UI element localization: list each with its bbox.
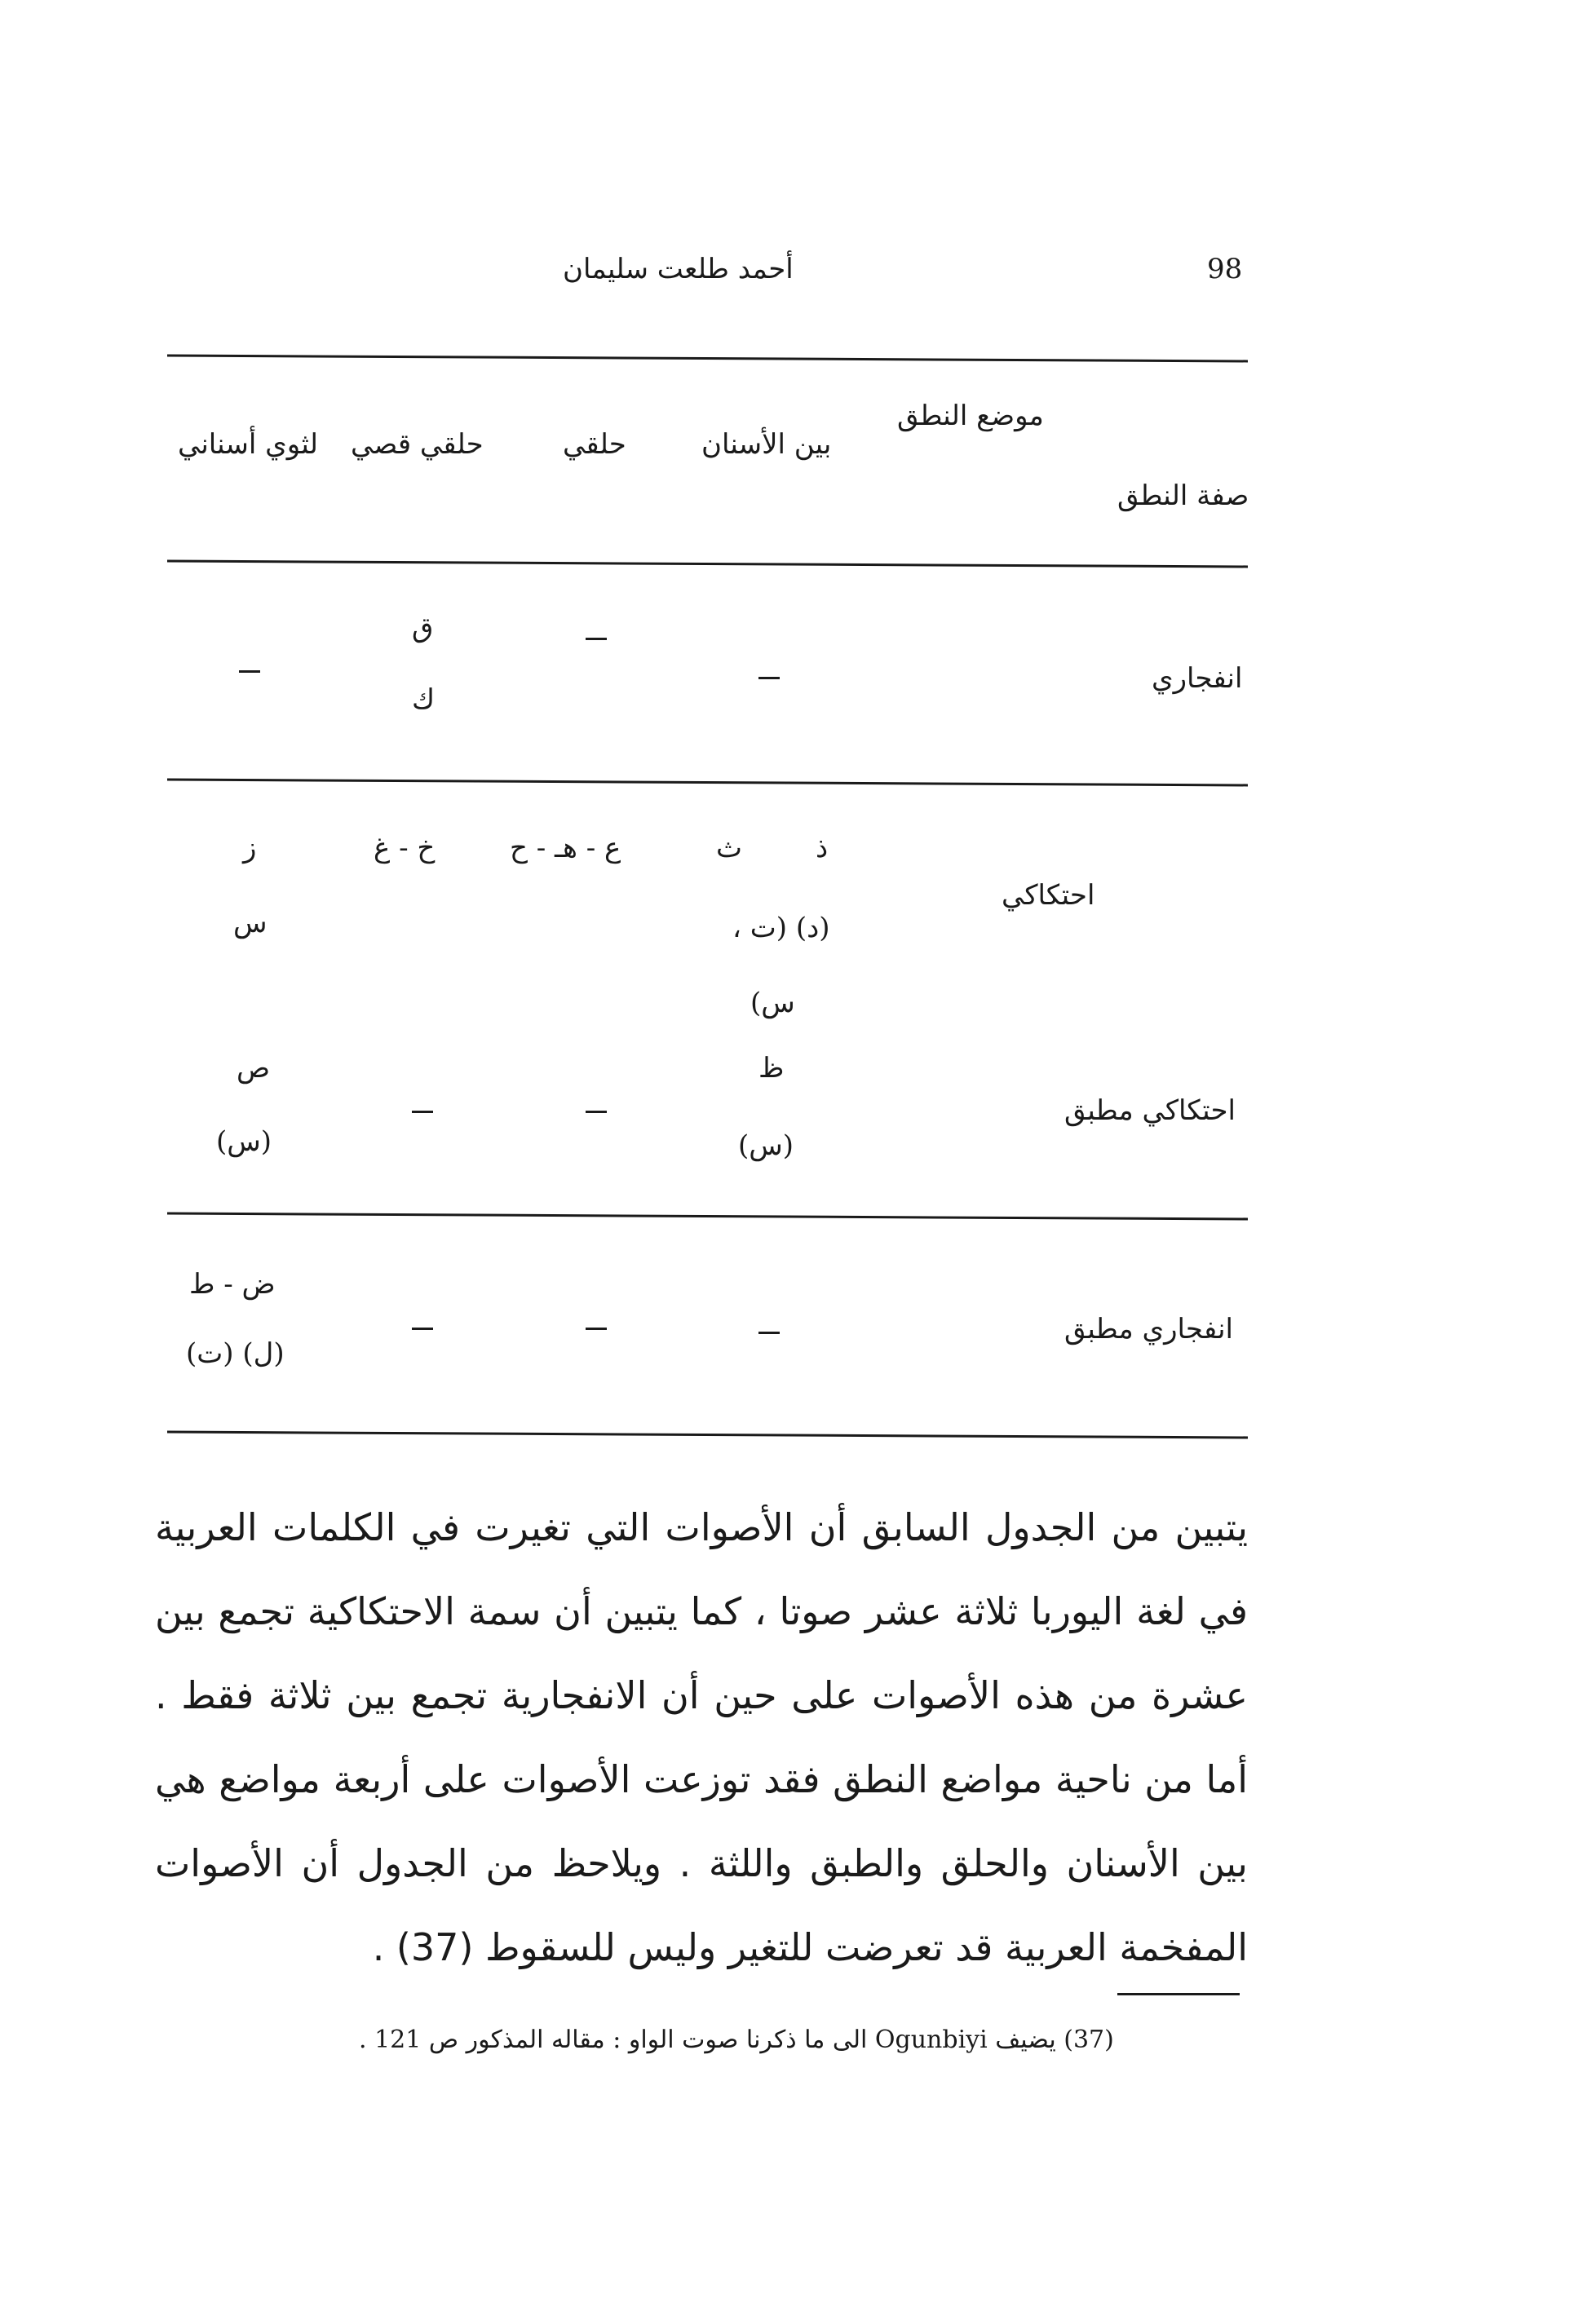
table-rule-bottom <box>167 1431 1248 1439</box>
cell-alveodental-fricative-2: س <box>233 907 268 939</box>
page-number: 98 <box>1207 253 1243 285</box>
table-rule-1 <box>167 779 1248 787</box>
footnote-37: (37) يضيف Ogunbiyi الى ما ذكرنا صوت الواو : مقاله المذكور ص 121 . <box>359 2026 1114 2054</box>
cell-interdental-fricative-1a: ذ <box>816 832 829 864</box>
cell-interdental-fricative-2: (د) (ت ، <box>732 912 830 944</box>
cell-interdental-fricative-1b: ث <box>716 832 743 864</box>
cell-dash <box>412 1328 433 1330</box>
table-rule-2 <box>167 1213 1248 1221</box>
cell-dash <box>586 1328 607 1330</box>
cell-velar-fricative: خ - غ <box>374 832 436 864</box>
row-label-emphatic-fricative: احتكاكي مطبق <box>1064 1094 1236 1127</box>
cell-pharyngeal-fricative: ع - هـ - ح <box>510 832 621 864</box>
body-paragraph <box>155 1486 1248 1990</box>
cell-interdental-fricative-3: س) <box>750 987 795 1019</box>
cell-interdental-emphatic-fricative-2: (س) <box>738 1129 794 1162</box>
column-header-velar: حلقي قصي <box>351 428 484 461</box>
column-header-interdental: بين الأسنان <box>701 428 832 461</box>
cell-dash <box>586 638 607 640</box>
cell-dash <box>586 1111 607 1113</box>
table-rule-header <box>167 560 1248 568</box>
corner-header-manner: صفة النطق <box>1117 479 1249 512</box>
footnote-separator <box>1117 1993 1240 1995</box>
column-header-alveodental: لثوي أسناني <box>178 428 318 461</box>
cell-interdental-emphatic-fricative-1: ظ <box>758 1052 785 1085</box>
table-rule-top <box>167 355 1248 363</box>
cell-alveodental-emphatic-fricative-1: ص <box>237 1052 271 1085</box>
cell-dash <box>239 670 260 673</box>
cell-dash <box>412 1111 433 1113</box>
cell-velar-plosive-2: ك <box>412 683 436 716</box>
corner-header-place: موضع النطق <box>897 400 1044 432</box>
row-label-emphatic-plosive: انفجاري مطبق <box>1064 1313 1233 1345</box>
cell-alveodental-emphatic-plosive-1: ض - ط <box>189 1268 276 1301</box>
row-label-plosive: انفجاري <box>1152 662 1243 695</box>
cell-velar-plosive-1: ق <box>412 612 434 644</box>
row-label-fricative: احتكاكي <box>1002 879 1095 912</box>
cell-alveodental-fricative-1: ز <box>243 832 257 864</box>
paragraph-text: يتبين من الجدول السابق أن الأصوات التي تغيرت في الكلمات العربية في لغة اليوربا ثلاثة عشر صوتا ، كما يتبين أن سمة الاحتكاكية تجمع بين عشرة من هذه الأصوات على حين أن الانفجارية تجمع بين ثلاثة فقط . أما من ناحية مواضع النطق فقد توزعت الأصوات على أربعة مواضع هي بين الأسنان والحلق والطبق واللثة . ويلاحظ من الجدول أن الأصوات المفخمة العربية قد تعرضت للتغير وليس للسقوط (37) . <box>155 1505 1248 1969</box>
running-head-author: أحمد طلعت سليمان <box>563 253 794 285</box>
cell-alveodental-emphatic-fricative-2: (س) <box>216 1125 272 1158</box>
cell-dash <box>758 677 780 679</box>
cell-alveodental-emphatic-plosive-2: (ل) (ت) <box>186 1337 285 1370</box>
column-header-pharyngeal: حلقي <box>563 428 626 461</box>
cell-dash <box>758 1332 780 1334</box>
